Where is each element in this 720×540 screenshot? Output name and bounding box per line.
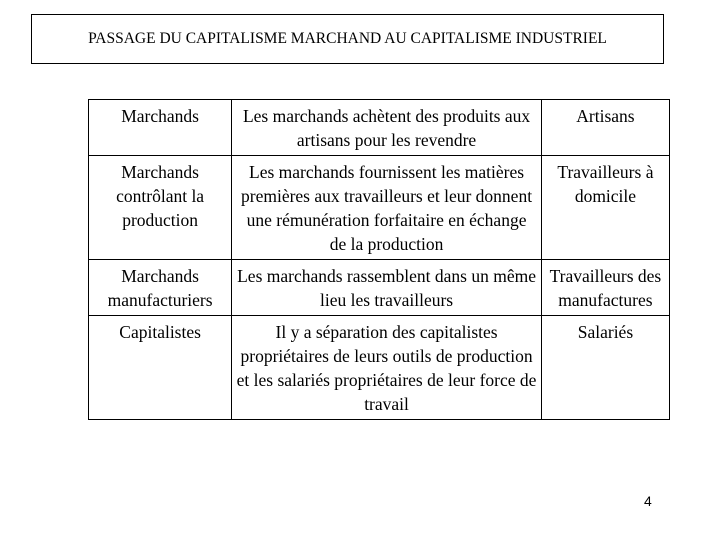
table-row: [89, 316, 670, 420]
table-cell-description: Les marchands achètent des produits aux artisans pour les revendre: [232, 100, 542, 156]
table-row: [89, 156, 670, 260]
table-row: [89, 100, 670, 156]
table-cell-actor: Marchands: [89, 100, 232, 156]
page-number: 4: [644, 493, 652, 509]
table-cell-description: Les marchands fournissent les matières premières aux travailleurs et leur donnent une rémunération forfaitaire en échange de la production: [232, 156, 542, 260]
table-cell-description: Les marchands rassemblent dans un même lieu les travailleurs: [232, 260, 542, 316]
table-cell-worker: Artisans: [541, 100, 669, 156]
title-text: PASSAGE DU CAPITALISME MARCHAND AU CAPITALISME INDUSTRIEL: [88, 30, 607, 47]
table-cell-worker: Salariés: [541, 316, 669, 420]
table-cell-actor: Marchands contrôlant la production: [89, 156, 232, 260]
table-row: [89, 260, 670, 316]
table-cell-actor: Capitalistes: [89, 316, 232, 420]
capitalism-table: [88, 99, 670, 420]
table-cell-worker: Travailleurs à domicile: [541, 156, 669, 260]
page-title: [31, 14, 664, 64]
table-cell-actor: Marchands manufacturiers: [89, 260, 232, 316]
table-cell-worker: Travailleurs des manufactures: [541, 260, 669, 316]
table-cell-description: Il y a séparation des capitalistes propriétaires de leurs outils de production et les salariés propriétaires de leur force de travail: [232, 316, 542, 420]
